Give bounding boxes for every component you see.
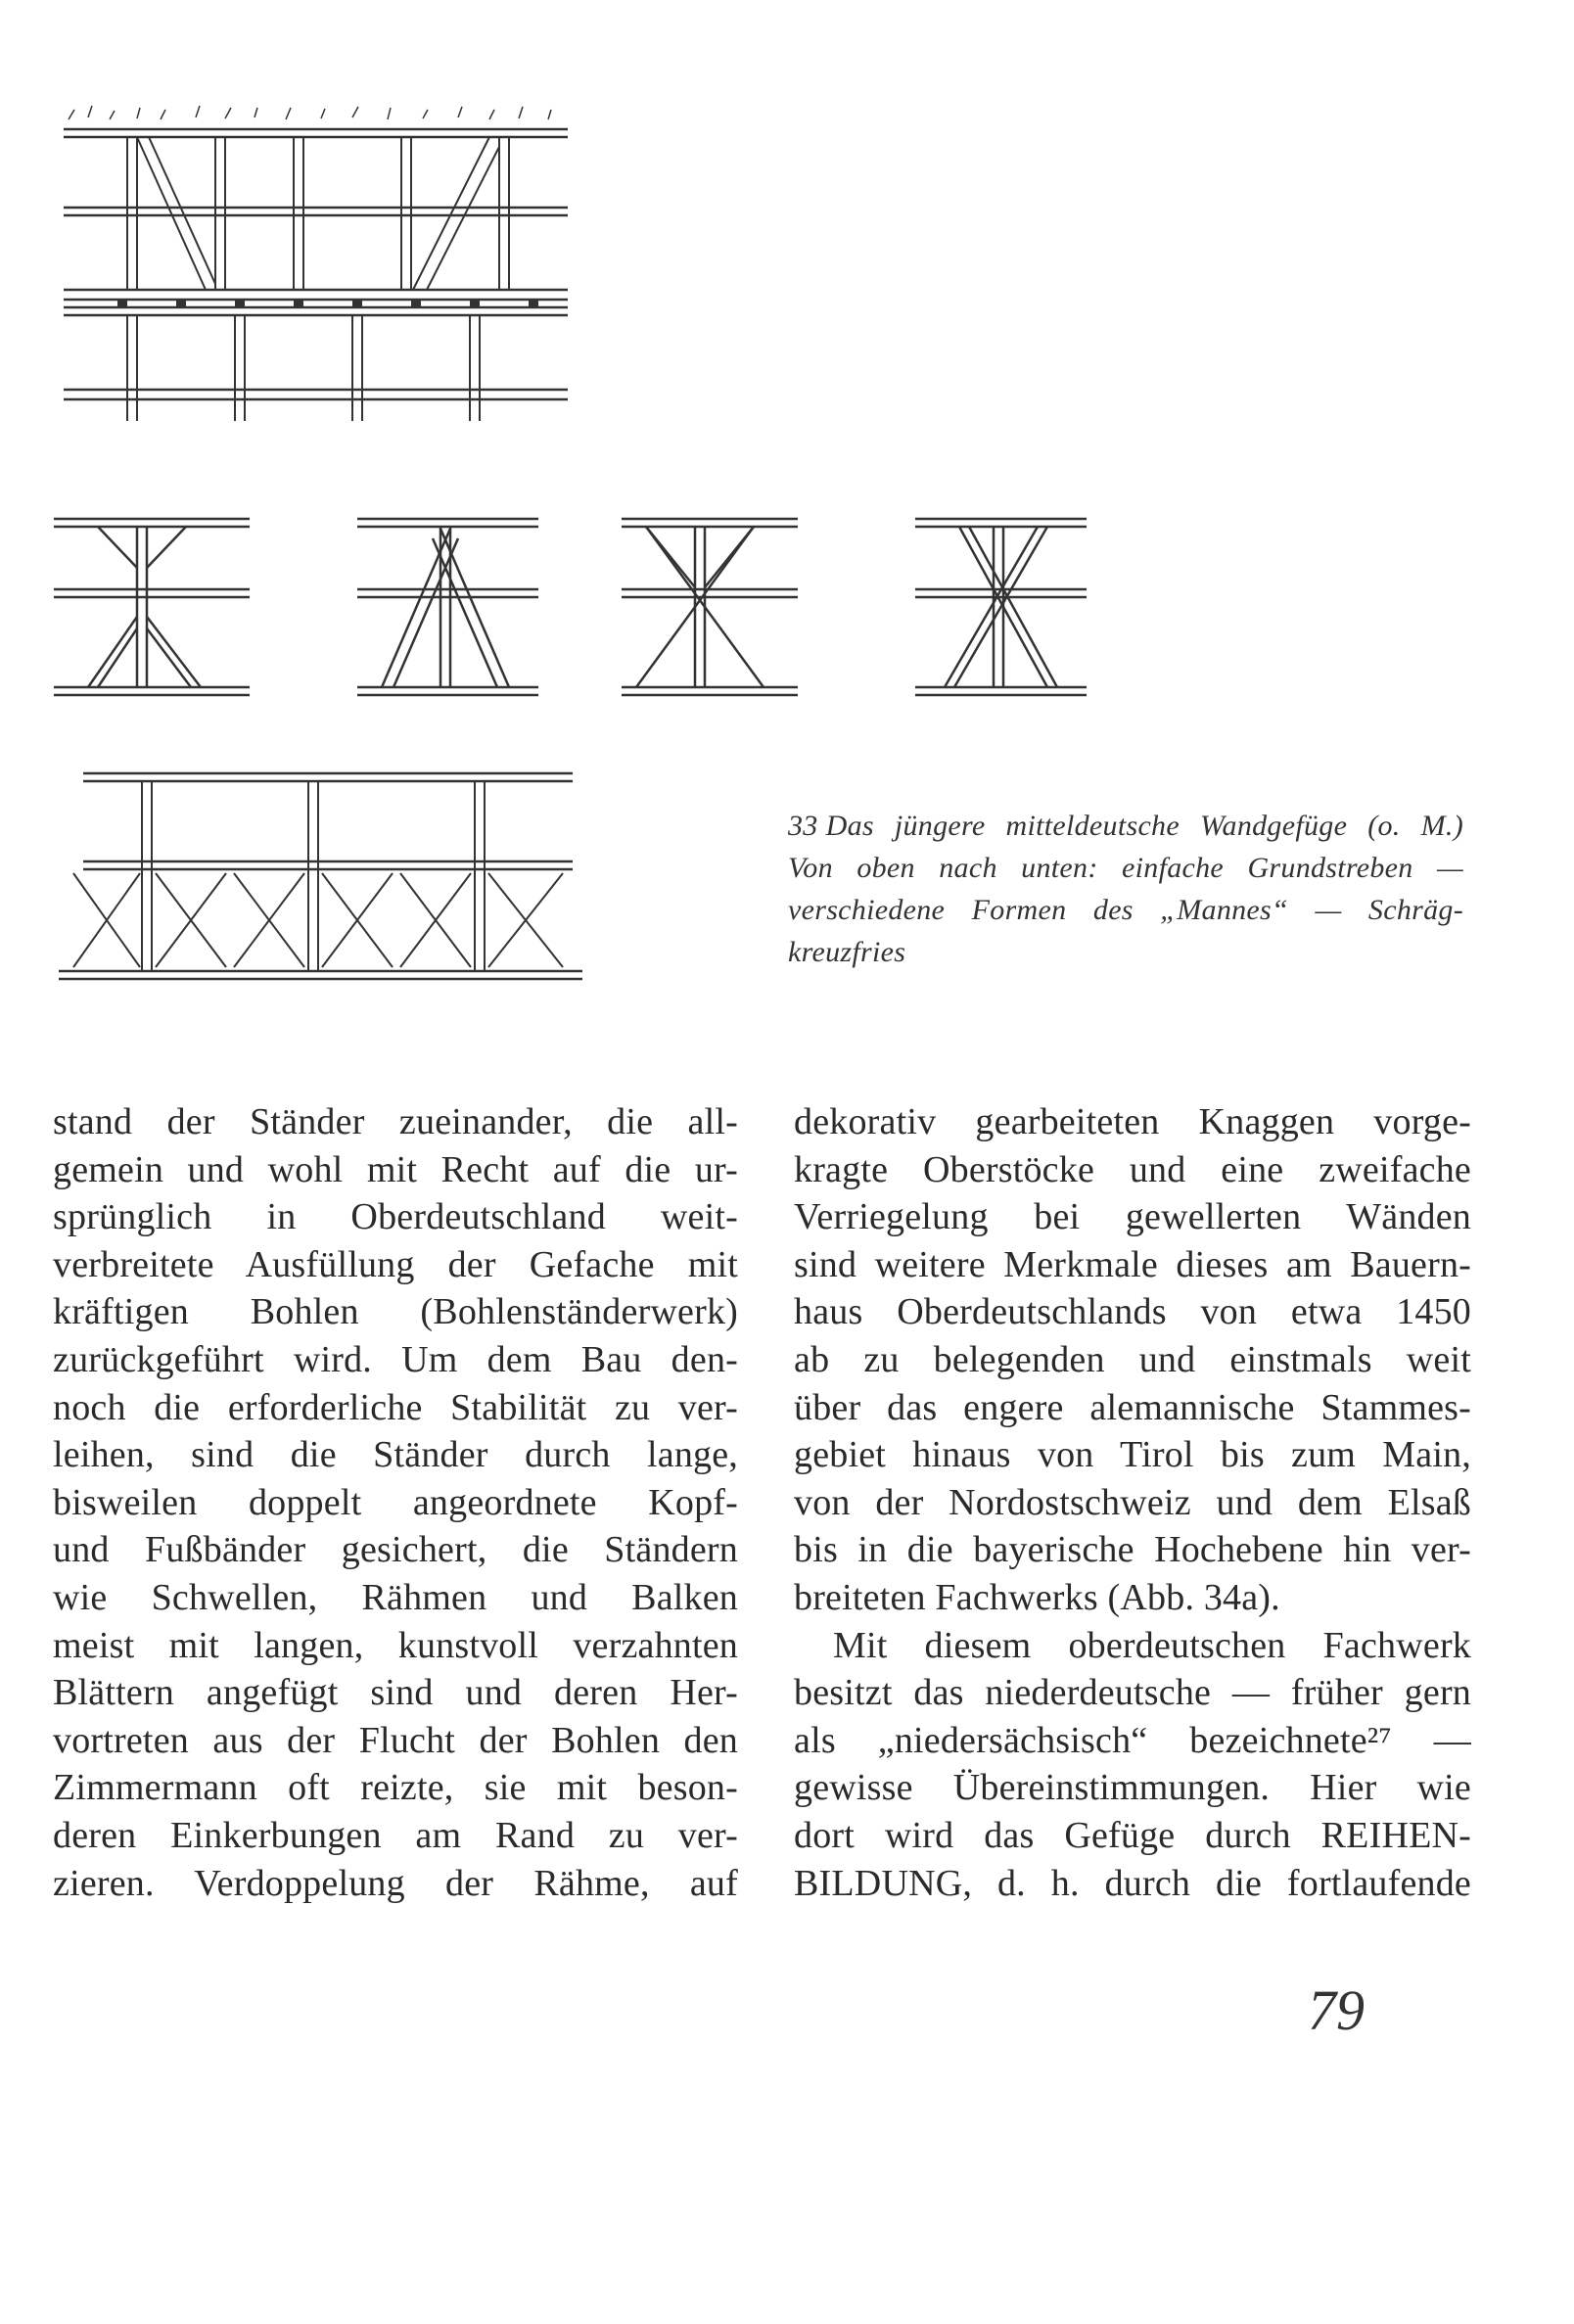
- text-line: bisweilen doppelt angeordnete Kopf-: [53, 1481, 738, 1523]
- text-line: über das engere alemannische Stammes-: [794, 1386, 1471, 1428]
- text-line: gewisse Übereinstimmungen. Hier wie: [794, 1767, 1471, 1809]
- figure-grundstreben: [59, 98, 587, 431]
- text-line: vortreten aus der Flucht der Bohlen den: [53, 1719, 738, 1761]
- figure-number: 33: [788, 810, 818, 842]
- text-line: sprünglich in Oberdeutschland weit-: [53, 1196, 738, 1238]
- figure-mann-variants: [39, 499, 1126, 705]
- figure-schraegkreuzfries: [54, 764, 602, 989]
- text-line: zurückgeführt wird. Um dem Bau den-: [53, 1338, 738, 1380]
- text-line: Zimmermann oft reizte, sie mit beson-: [53, 1767, 738, 1809]
- text-line: ab zu belegenden und einstmals weit: [794, 1338, 1471, 1380]
- text-line: von der Nordostschweiz und dem Elsaß: [794, 1481, 1471, 1523]
- text-line: Blättern angefügt sind und deren Her-: [53, 1672, 738, 1714]
- figure-caption: [788, 805, 1463, 973]
- text-line: dort wird das Gefüge durch REIHEN-: [794, 1814, 1471, 1856]
- text-line: dekorativ gearbeiteten Knaggen vorge-: [794, 1101, 1471, 1142]
- page-number: 79: [1308, 1978, 1365, 2042]
- text-column-right: [794, 1098, 1471, 1907]
- text-line: und Fußbänder gesichert, die Ständern: [53, 1529, 738, 1571]
- text-line: meist mit langen, kunstvoll verzahnten: [53, 1624, 738, 1666]
- text-line: wie Schwellen, Rähmen und Balken: [53, 1576, 738, 1618]
- caption-line: Von oben nach unten: einfache Grundstreben —: [788, 852, 1463, 884]
- text-line: leihen, sind die Ständer durch lange,: [53, 1434, 738, 1476]
- text-line: Verriegelung bei gewellerten Wänden: [794, 1196, 1471, 1238]
- text-line: besitzt das niederdeutsche — früher gern: [794, 1672, 1471, 1714]
- text-line: Mit diesem oberdeutschen Fachwerk: [833, 1624, 1471, 1666]
- text-line: stand der Ständer zueinander, die all-: [53, 1101, 738, 1142]
- caption-line: 33 Das jüngere mitteldeutsche Wandgefüge (o. M.): [788, 810, 1463, 842]
- text-line: zieren. Verdoppelung der Rähme, auf: [53, 1862, 738, 1904]
- text-line: sind weitere Merkmale dieses am Bauern-: [794, 1243, 1471, 1285]
- text-line: haus Oberdeutschlands von etwa 1450: [794, 1291, 1471, 1333]
- text-line: als „niedersächsisch“ bezeichnete²⁷ —: [794, 1719, 1471, 1761]
- text-line: gebiet hinaus von Tirol bis zum Main,: [794, 1434, 1471, 1476]
- text-line: deren Einkerbungen am Rand zu ver-: [53, 1814, 738, 1856]
- text-line: verbreitete Ausfüllung der Gefache mit: [53, 1243, 738, 1285]
- text-line: breiteten Fachwerks (Abb. 34a).: [794, 1576, 1280, 1618]
- text-column-left: [53, 1098, 738, 1907]
- text-line: kragte Oberstöcke und eine zweifache: [794, 1148, 1471, 1190]
- caption-line: kreuzfries: [788, 936, 906, 968]
- text-line: gemein und wohl mit Recht auf die ur-: [53, 1148, 738, 1190]
- text-line: bis in die bayerische Hochebene hin ver-: [794, 1529, 1471, 1571]
- text-line: BILDUNG, d. h. durch die fortlaufende: [794, 1862, 1471, 1904]
- text-line: kräftigen Bohlen (Bohlenständerwerk): [53, 1291, 738, 1333]
- text-line: noch die erforderliche Stabilität zu ver-: [53, 1386, 738, 1428]
- caption-line: verschiedene Formen des „Mannes“ — Schräg-: [788, 894, 1463, 926]
